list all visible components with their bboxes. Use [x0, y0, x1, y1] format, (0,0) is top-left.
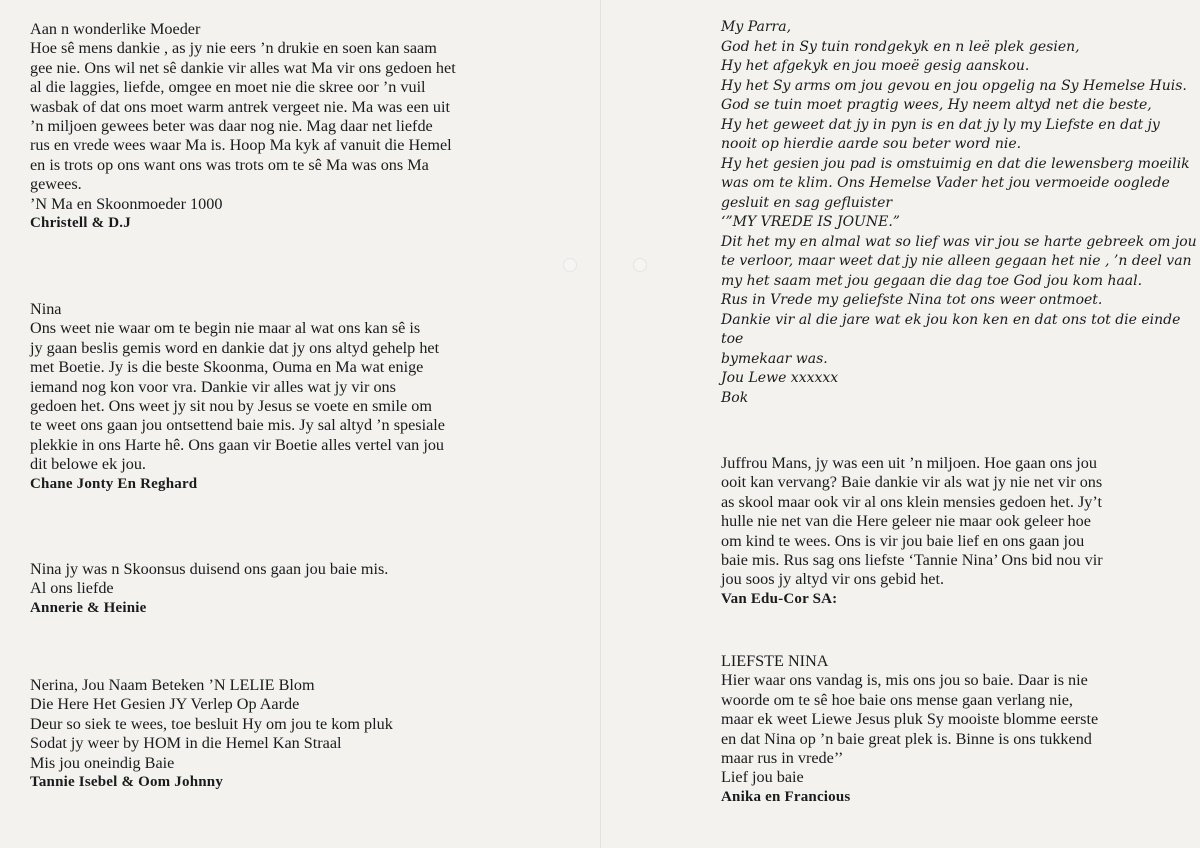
poem-line: Hy het afgekyk en jou moeë gesig aanskou.: [721, 58, 1030, 74]
poem-line: my het saam met jou gegaan die dag toe God jou kom haal.: [721, 272, 1143, 289]
message-annerie: [30, 560, 388, 618]
message-line: dit belowe ek jou.: [30, 455, 146, 474]
message-line: gedoen het. Ons weet jy sit nou by Jesus se voete en smile om: [30, 397, 432, 416]
message-line: jy gaan beslis gemis word en dankie dat jy ons altyd gehelp het: [30, 338, 440, 357]
poem-line: toe: [721, 331, 744, 347]
message-line: Die Here Het Gesien JY Verlep Op Aarde: [30, 695, 300, 714]
message-line: en is trots op ons want ons was trots om te sê Ma was ons Ma: [30, 155, 429, 174]
poem-line: Hy het geweet dat jy in pyn is en dat jy ly my Liefste en dat jy: [721, 116, 1160, 133]
message-line: wasbak of dat ons moet warm antrek vergeet nie. Ma was een uit: [30, 97, 450, 116]
poem-line: gesluit en sag gefluister: [721, 194, 893, 211]
poem-line: was om te klim. Ons Hemelse Vader het jou vermoeide ooglede: [721, 175, 1170, 191]
signature: Van Edu-Cor SA:: [721, 590, 838, 607]
poem-line: Dankie vir al die jare wat ek jou kon ken en dat ons tot die einde: [721, 311, 1181, 328]
message-line: te weet ons gaan jou ontsettend baie mis. Jy sal altyd ’n spesiale: [30, 416, 445, 435]
message-line: as skool maar ook vir al ons klein mensies gedoen het. Jy’t: [721, 492, 1102, 511]
message-christell: [30, 20, 456, 233]
poem-line: My Parra,: [721, 19, 792, 35]
message-line: Juffrou Mans, jy was een uit ’n miljoen. Hoe gaan ons jou: [721, 454, 1097, 472]
poem-line: nooit op hierdie aarde sou beter word nie.: [721, 136, 1022, 152]
poem-line: Jou Lewe xxxxxx: [721, 370, 839, 386]
message-line: hulle nie net van die Here geleer nie maar ook geleer hoe: [721, 512, 1091, 531]
message-line: woorde om te sê hoe baie ons mense gaan verlang nie,: [721, 690, 1073, 709]
message-line: baie mis. Rus sag ons liefste ‘Tannie Nina’ Ons bid nou vir: [721, 551, 1103, 570]
right-page: [600, 0, 1200, 848]
signature: Christell & D.J: [30, 215, 131, 232]
message-line: Ons weet nie waar om te begin nie maar al wat ons kan sê is: [30, 319, 421, 338]
message-line: gee nie. Ons wil net sê dankie vir alles wat Ma vir ons gedoen het: [30, 58, 456, 77]
message-line: rus en vrede wees waar Ma is. Hoop Ma kyk af vanuit die Hemel: [30, 136, 452, 155]
poem-line: Dit het my en almal wat so lief was vir jou se harte gebreek om jou: [721, 233, 1197, 250]
message-line: Aan n wonderlike Moeder: [30, 20, 201, 38]
message-line: Hoe sê mens dankie , as jy nie eers ’n drukie en soen kan saam: [30, 39, 437, 58]
poem-line: ‘”MY VREDE IS JOUNE.”: [721, 214, 900, 230]
message-line: Nerina, Jou Naam Beteken ’N LELIE Blom: [30, 676, 315, 694]
message-line: al die laggies, liefde, omgee en moet nie die skree oor ’n vuil: [30, 78, 426, 97]
poem-line: Hy het gesien jou pad is omstuimig en dat die lewensberg moeilik: [721, 155, 1190, 172]
message-line: ’N Ma en Skoonmoeder 1000: [30, 194, 223, 213]
poem-line: Rus in Vrede my geliefste Nina tot ons weer ontmoet.: [721, 292, 1103, 308]
message-anika: [721, 652, 1098, 807]
message-line: Nina: [30, 300, 62, 318]
message-line: maar ek weet Liewe Jesus pluk Sy mooiste blomme eerste: [721, 710, 1099, 729]
message-line: LIEFSTE NINA: [721, 652, 829, 670]
poem-line: bymekaar was.: [721, 350, 828, 367]
message-line: plekkie in ons Harte hê. Ons gaan vir Boetie alles vertel van jou: [30, 435, 445, 454]
message-line: Nina jy was n Skoonsus duisend ons gaan jou baie mis.: [30, 560, 389, 578]
message-line: jou soos jy altyd vir ons gebid het.: [721, 570, 945, 589]
message-line: Lief jou baie: [721, 768, 804, 787]
message-edu-cor: [721, 454, 1103, 609]
message-line: gewees.: [30, 175, 82, 194]
poem-line: God het in Sy tuin rondgekyk en n leë plek gesien,: [721, 38, 1080, 55]
poem-line: te verloor, maar weet dat jy nie alleen gegaan het nie , ’n deel van: [721, 253, 1192, 269]
message-line: Al ons liefde: [30, 579, 114, 598]
message-line: maar rus in vrede’’: [721, 749, 844, 768]
message-line: Mis jou oneindig Baie: [30, 753, 175, 772]
signature: Anika en Francious: [721, 788, 851, 805]
message-chane: [30, 300, 445, 494]
fold-mark: [563, 258, 577, 272]
poem-my-parra: [721, 18, 1197, 408]
message-isebel: [30, 676, 393, 792]
fold-mark: [633, 258, 647, 272]
message-line: ’n miljoen gewees beter was daar nog nie. Mag daar net liefde: [30, 117, 433, 136]
message-line: Hier waar ons vandag is, mis ons jou so baie. Daar is nie: [721, 671, 1088, 690]
poem-line: Hy het Sy arms om jou gevou en jou opgelig na Sy Hemelse Huis.: [721, 77, 1187, 94]
signature: Chane Jonty En Reghard: [30, 475, 198, 492]
signature: Annerie & Heinie: [30, 599, 147, 616]
message-line: ooit kan vervang? Baie dankie vir als wat jy nie net vir ons: [721, 473, 1103, 492]
message-line: om kind te wees. Ons is vir jou baie lief en ons gaan jou: [721, 531, 1085, 550]
message-line: iemand nog kon voor vra. Dankie vir alles wat jy vir ons: [30, 377, 396, 396]
message-line: Sodat jy weer by HOM in die Hemel Kan Straal: [30, 734, 342, 753]
message-line: en dat Nina op ’n baie great plek is. Binne is ons tukkend: [721, 729, 1092, 748]
message-line: met Boetie. Jy is die beste Skoonma, Ouma en Ma wat enige: [30, 358, 424, 377]
signature: Tannie Isebel & Oom Johnny: [30, 774, 224, 791]
message-line: Deur so siek te wees, toe besluit Hy om jou te kom pluk: [30, 714, 393, 733]
poem-line: Bok: [721, 389, 749, 406]
poem-line: God se tuin moet pragtig wees, Hy neem altyd net die beste,: [721, 97, 1152, 113]
